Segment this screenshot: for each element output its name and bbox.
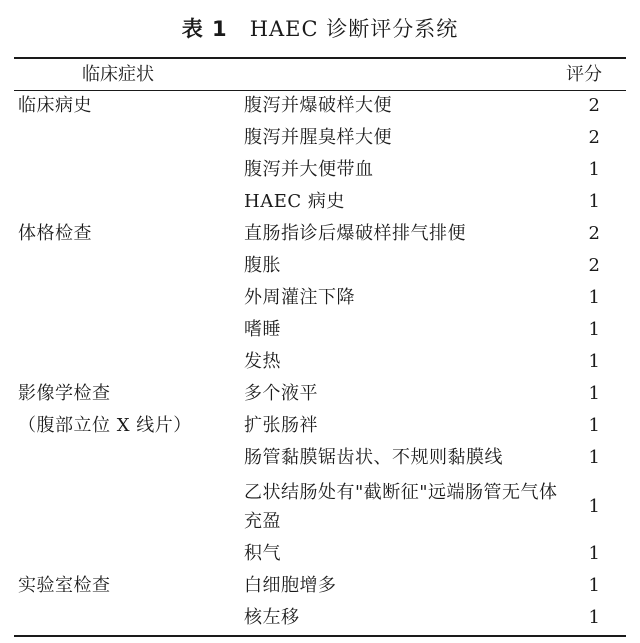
symptom-cell: 扩张肠袢 [244,415,318,436]
symptom-cell: 腹胀 [244,255,281,276]
symptom-cell: 乙状结肠处有"截断征"远端肠管无气体充盈 [244,482,558,532]
symptom-cell: 核左移 [244,607,300,628]
table-label: 表 1 [181,17,228,41]
table-caption [0,14,640,44]
symptom-cell: 腹泻并腥臭样大便 [244,127,392,148]
score-cell: 1 [588,319,600,340]
score-cell: 2 [588,223,600,244]
top-rule [14,57,626,59]
score-cell: 1 [588,383,600,404]
score-cell: 1 [588,607,600,628]
category-cell: 体格检查 [18,223,92,244]
header-rule [14,90,626,91]
symptom-cell: 腹泻并大便带血 [244,159,374,180]
table-row [14,478,626,538]
score-cell: 1 [588,351,600,372]
header-score: 评分 [566,64,602,85]
symptom-cell: 嗜睡 [244,319,281,340]
symptom-cell: 肠管黏膜锯齿状、不规则黏膜线 [244,447,503,468]
score-cell: 2 [588,127,600,148]
table-title: HAEC 诊断评分系统 [249,17,459,41]
score-cell: 2 [588,255,600,276]
score-cell: 1 [588,447,600,468]
symptom-cell: 白细胞增多 [244,575,337,596]
score-cell: 1 [588,575,600,596]
score-cell: 1 [588,287,600,308]
symptom-cell: HAEC 病史 [244,191,345,212]
score-cell: 1 [588,496,600,517]
symptom-cell: 积气 [244,543,281,564]
symptom-cell: 发热 [244,351,281,372]
category-cell: 实验室检查 [18,575,111,596]
score-cell: 1 [588,191,600,212]
category-cell: 影像学检查 [18,383,111,404]
symptom-cell: 直肠指诊后爆破样排气排便 [244,223,466,244]
category-cell: 临床病史 [18,95,92,116]
score-cell: 1 [588,543,600,564]
score-cell: 1 [588,415,600,436]
symptom-cell: 多个液平 [244,383,318,404]
category-cell: （腹部立位 X 线片） [18,415,192,436]
symptom-cell: 外周灌注下降 [244,287,355,308]
score-cell: 1 [588,159,600,180]
header-symptom: 临床症状 [82,64,154,85]
bottom-rule [14,635,626,637]
symptom-cell: 腹泻并爆破样大便 [244,95,392,116]
score-cell: 2 [588,95,600,116]
